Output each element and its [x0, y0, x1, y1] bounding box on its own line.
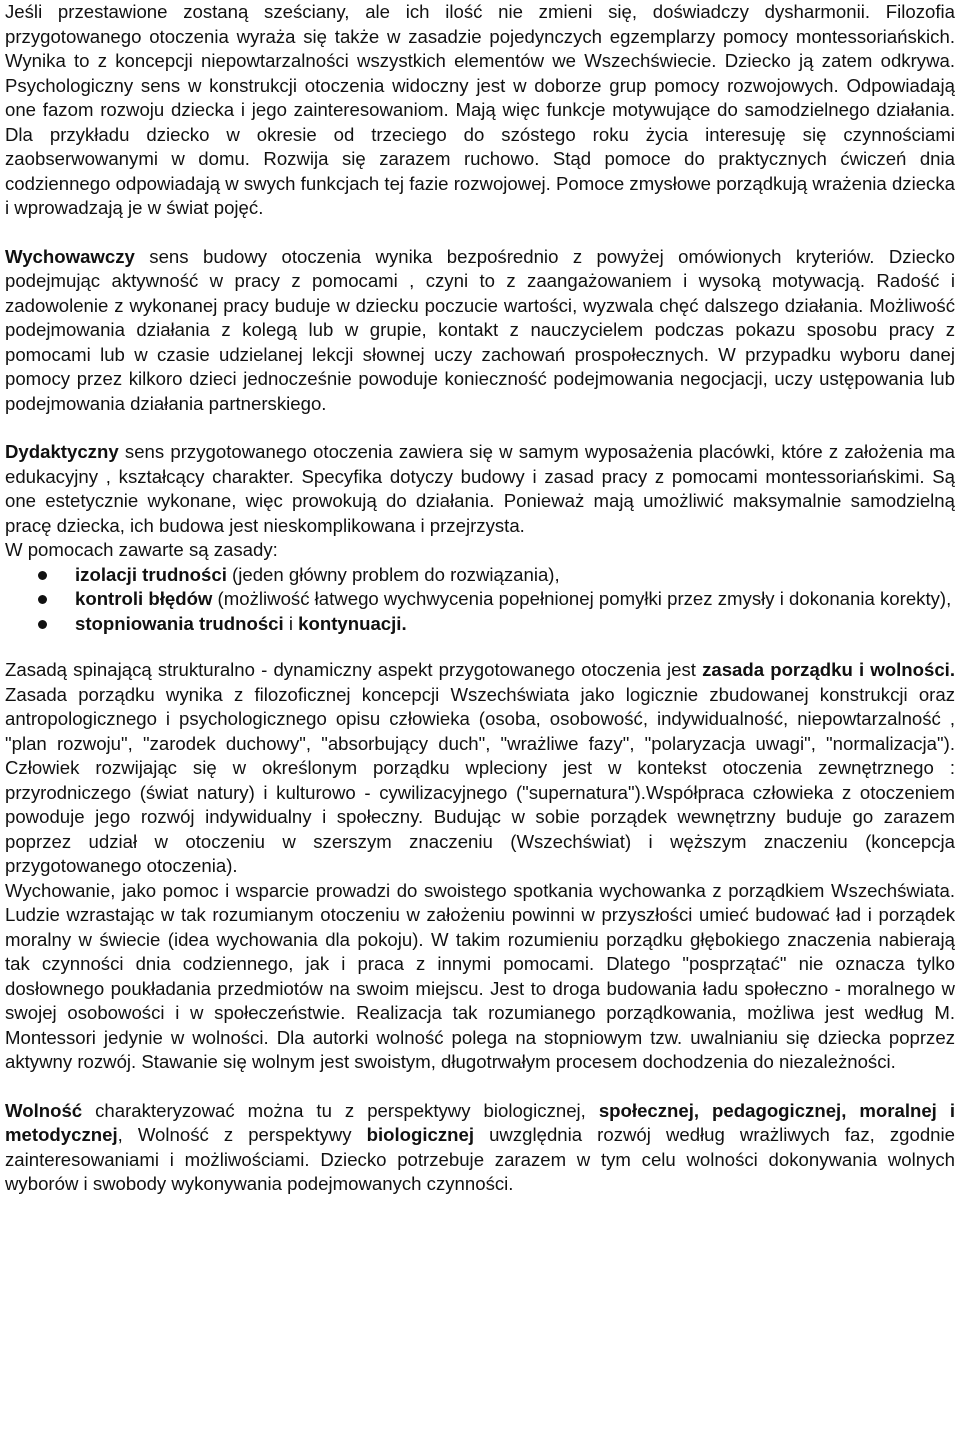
spacer: [5, 1075, 955, 1099]
list-item-text: i: [283, 612, 299, 634]
list-item-term: izolacji trudności: [75, 563, 227, 585]
term-dydaktyczny: Dydaktyczny: [5, 441, 119, 462]
bullet-icon: [38, 571, 47, 580]
term-wolnosc: Wolność: [5, 1099, 83, 1121]
paragraph-environment-philosophy: Jeśli przestawione zostaną sześciany, ale ich ilość nie zmieni się, doświadczy dysharmonii. Filozofia przygotowanego otoczenia wyraża się także w zasadzie pojedynczych egzemplarzy pomocy montessoriańskich. Wynika to z koncepcji niepowtarzalności wszystkich elementów we Wszechświecie. Dziecko ją zatem odkrywa. Psychologiczny sens w konstrukcji otoczenia widoczny jest w doborze grup pomocy rozwojowych. Odpowiadają one fazom rozwoju dziecka i jego zainteresowaniom. Mają więc funkcje motywujące do samodzielnego działania. Dla przykładu dziecko w okresie od trzeciego do szóstego roku życia interesuję się czynnościami zaobserwowanymi w domu. Rozwija się zarazem ruchowo. Stąd pomoce do praktycznych ćwiczeń dnia codziennego odpowiadają w swych funkcjach tej fazie rozwojowej. Pomoce zmysłowe porządkują wrażenia dziecka i wprowadzają je w świat pojęć.: [5, 1, 955, 218]
paragraph-educational-sense: [5, 245, 955, 417]
spacer: [5, 221, 955, 245]
list-item-term: stopniowania trudności: [75, 612, 284, 634]
paragraph-text: sens przygotowanego otoczenia zawiera się w samym wyposażenia placówki, które z założenia ma edukacyjny , kształcący charakter. Specyfika dotyczy budowy i zasad pracy z pomocami montessoriańskimi. Są one estetycznie wykonane, więc prowokują do działania. Ponieważ mają umożliwić maksymalnie samodzielną pracę dziecka, ich budowa jest nieskomplikowana i przejrzysta.: [5, 441, 955, 536]
spacer: [5, 636, 955, 658]
term-wychowawczy: Wychowawczy: [5, 245, 135, 267]
paragraph-order-and-freedom: [5, 658, 955, 879]
list-item-text: (możliwość łatwego wychwycenia popełnionej pomyłki przez zmysły i dokonania korekty),: [212, 588, 952, 609]
paragraph-freedom: [5, 1099, 955, 1197]
bullet-icon: [38, 620, 47, 629]
term-zasada-porzadku: zasada porządku i wolności.: [702, 659, 956, 680]
paragraph-text: sens budowy otoczenia wynika bezpośrednio z powyżej omówionych kryteriów. Dziecko podejmując aktywność w pracy z pomocami , czyni to z zaangażowaniem i wysoką motywacją. Radość i zadowolenie z wykonanej pracy buduje w dziecku poczucie wartości, wyzwala chęć dalszego działania. Możliwość podejmowania działania z kolegą lub w grupie, kontakt z nauczycielem podczas pokazu sposobu pracy z pomocami lub w czasie udzielanej lekcji słownej uczy zachowań prospołecznych. W przypadku wyboru danej pomocy przez kilkoro dzieci jednocześnie powoduje konieczność podejmowania negocjacji, uczy ustępowania lub podejmowania działania partnerskiego.: [5, 245, 955, 414]
paragraph-upbringing: Wychowanie, jako pomoc i wsparcie prowadzi do swoistego spotkania wychowanka z porządkiem Wszechświata. Ludzie wzrastając w tak rozumianym otoczeniu w założeniu powinni w przyszłości umieć budować ład i porządek moralny w świecie (idea wychowania dla pokoju). W takim rozumieniu porządku głębokiego znaczenia nabierają tak czynności dnia codziennego, jak i praca z innymi pomocami. Dlatego "posprzątać" nie oznacza tylko dosłownego poukładania przedmiotów na swoim miejscu. Jest to droga budowania ładu społeczno - moralnego w swojej osobowości i w społeczeństwie. Realizacja tak rozumianego porządkowania, możliwa jest według M. Montessori jedynie w wolności. Dla autorki wolność polega na stopniowym tzw. uwalnianiu się dziecka poprzez aktywny rozwój. Stawanie się wolnym jest swoistym, długotrwałym procesem dochodzenia do niezależności.: [5, 879, 955, 1072]
paragraph-text: uwzględnia rozwój według wrażliwych faz, zgodnie zainteresowaniami i możliwościami. Dziecko potrzebuje zarazem w tym celu wolności dokonywania wolnych wyborów i swobody wykonywania podejmowanych czynności.: [5, 1124, 955, 1194]
paragraph-principles-intro: W pomocach zawarte są zasady:: [5, 539, 278, 560]
paragraph-didactic-sense: [5, 440, 955, 538]
paragraph-text: charakteryzować można tu z perspektywy biologicznej,: [82, 1099, 599, 1121]
paragraph-text: Zasada porządku wynika z filozoficznej koncepcji Wszechświata jako logicznie zbudowanej konstrukcji oraz antropologicznego i psychologicznego opisu człowieka (osoba, osobowość, indywidualność, niepowtarzalność , "plan rozwoju", "zarodek duchowy", "absorbujący duch", "wrażliwe fazy", "polaryzacja uwagi", "normalizacja"). Człowiek rozwijając się w określonym porządku wpleciony jest w kontekst otoczenia zewnętrznego : przyrodniczego (świat natury) i kulturowo - cywilizacyjnego ("supernatura").Współpraca człowieka z otoczeniem powoduje jego rozwój indywidualny i społeczny. Budując w sobie porządek wewnętrzny buduje go zarazem poprzez udział w otoczeniu w szerszym znaczeniu (Wszechświat) i węższym znaczeniu (koncepcja przygotowanego otoczenia).: [5, 683, 955, 876]
list-item-term: kontynuacji.: [298, 612, 407, 634]
bullet-icon: [38, 595, 47, 604]
principles-list: [5, 563, 955, 637]
list-item-term: kontroli błędów: [75, 588, 213, 609]
term-perspectives: społecznej, pedagogicznej, moralnej i metodycznej: [5, 1099, 956, 1145]
list-item-text: (jeden główny problem do rozwiązania),: [226, 563, 560, 585]
list-item: [5, 587, 955, 612]
term-biologicznej: biologicznej: [366, 1124, 475, 1145]
list-item: [5, 612, 955, 637]
paragraph-text: , Wolność z perspektywy: [117, 1124, 367, 1145]
spacer: [5, 416, 955, 440]
list-item: [5, 563, 955, 588]
paragraph-text: Zasadą spinającą strukturalno - dynamiczny aspekt przygotowanego otoczenia jest: [5, 659, 703, 680]
